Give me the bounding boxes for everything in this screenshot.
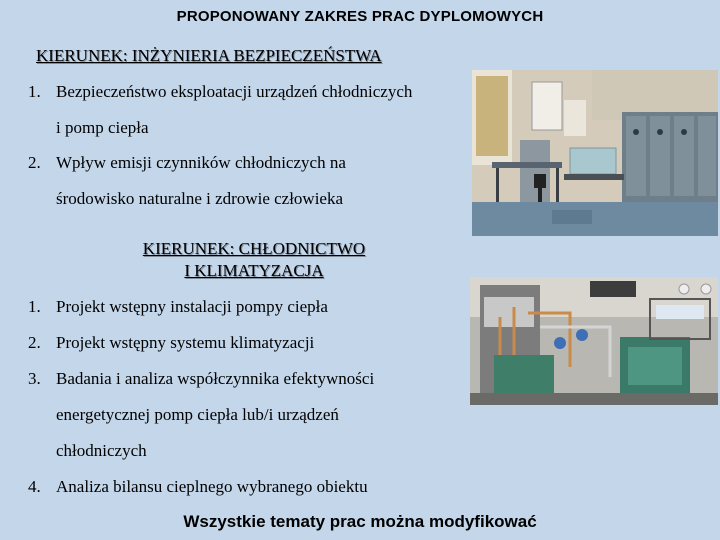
list-text: Projekt wstępny systemu klimatyzacji: [56, 333, 315, 352]
list-text-continued: środowisko naturalne i zdrowie człowieka: [56, 189, 344, 208]
laboratory-photo: [472, 70, 718, 236]
list-number: 2.: [28, 333, 41, 352]
list-text: Bezpieczeństwo eksploatacji urządzeń chłodniczych: [56, 82, 413, 101]
list-number: 3.: [28, 369, 41, 388]
list-number: 1.: [28, 82, 41, 101]
section-heading-refrigeration: [70, 238, 438, 282]
page-title: PROPONOWANY ZAKRES PRAC DYPLOMOWYCH: [176, 8, 544, 25]
list-text-continued: i pomp ciepła: [56, 118, 149, 137]
list-text: Wpływ emisji czynników chłodniczych na: [56, 153, 346, 172]
list-number: 1.: [28, 297, 41, 316]
list-number: 4.: [28, 477, 41, 496]
section-heading-safety-engineering: KIERUNEK: INŻYNIERIA BEZPIECZEŃSTWA: [36, 46, 382, 65]
list-number: 2.: [28, 153, 41, 172]
list-text: Analiza bilansu cieplnego wybranego obiektu: [56, 477, 368, 496]
footer-note: Wszystkie tematy prac można modyfikować: [183, 512, 537, 531]
list-text: Badania i analiza współczynnika efektywności: [56, 369, 375, 388]
list-text: Projekt wstępny instalacji pompy ciepła: [56, 297, 328, 316]
refrigeration-equipment-photo: [470, 277, 718, 405]
heading-line: I KLIMATYZACJA: [184, 261, 324, 280]
list-text-continued: chłodniczych: [56, 441, 147, 460]
heading-line: KIERUNEK: CHŁODNICTWO: [142, 239, 366, 258]
list-text-continued: energetycznej pomp ciepła lub/i urządzeń: [56, 405, 339, 424]
